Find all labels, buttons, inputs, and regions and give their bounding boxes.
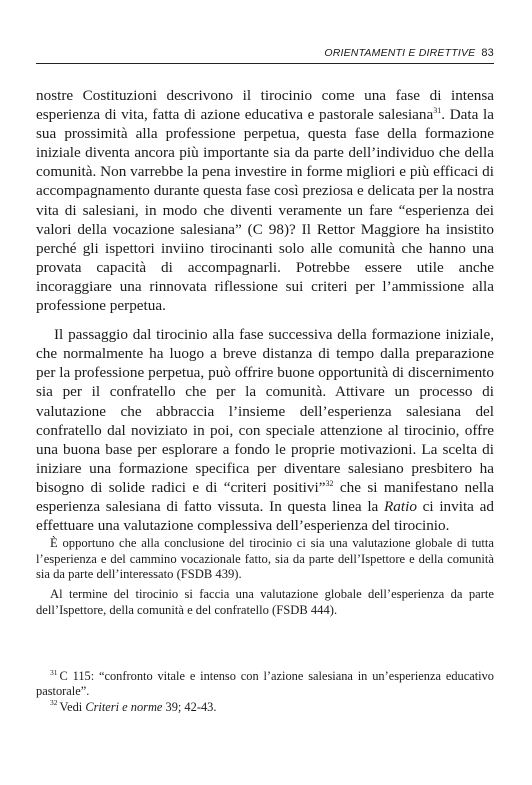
footnote-ref-32: 32 [325,478,334,488]
footnote-text-end: 39; 42-43. [162,699,217,714]
paragraph-2-text-end: ci invita ad effettuare una valutazione complessiva dell’esperienza del tirocinio. [36,497,494,535]
footnote-31 [36,669,494,700]
footnotes [36,669,494,715]
page-number: 83 [481,47,494,59]
footnote-ref-31: 31 [433,106,442,116]
ratio-italic: Ratio [384,497,417,515]
body-text [36,86,494,618]
footnote-text: Vedi [59,699,86,714]
footnote-number: 32 [50,698,58,708]
quote-2: Al termine del tirocinio si faccia una valutazione globale dell’esperienza da parte dell’Ispettore, della comunità e del confratello (FSDB 444). [36,587,494,617]
footnote-32 [36,700,494,715]
block-quote [36,536,494,618]
footnote-italic: Criteri e norme [85,699,163,714]
paragraph-2-text: Il passaggio dal tirocinio alla fase successiva della formazione iniziale, che normalmente ha luogo a breve distanza di tempo dalla preparazione per la professione perpetua, può offrire buone opportunità di discernimento sia per il confratello che per la comunità. Attivare un processo di valutazione che abbraccia l’insieme dell’esperienza salesiana del confratello dal noviziato in poi, con speciale attenzione al tirocinio, offre una buona base per esplorare a fondo le proprie motivazioni. La scelta di iniziare una formazione specifica per diventare salesiano presbitero ha bisogno di solide radici e di “criteri positivi” [36,326,494,496]
quote-1: È opportuno che alla conclusione del tirocinio ci sia una valutazione globale di tutta l’esperienza e del cammino vocazionale fatto, sia da parte dell’Ispettore e della comunità sia da parte dell’interessato (FSDB 439). [36,536,494,581]
paragraph-2-text-mid: che si manifestano nella esperienza salesiana di fatto vissuta. In questa linea la [36,478,495,515]
paragraph-1-text: nostre Costituzioni descrivono il tirocinio come una fase di intensa esperienza di vita, fatta di azione educativa e pastorale salesiana [36,87,494,124]
section-title: ORIENTAMENTI E DIRETTIVE [324,47,476,59]
footnote-number: 31 [50,667,58,677]
header-text [324,47,494,59]
running-header [36,47,494,64]
paragraph-1-text-cont: . Data la sua prossimità alla professione perpetua, questa fase della formazione iniziale diventa ancora più importante sia da parte dell’individuo che della comunità. Non varrebbe la pena investire in forme migliori e più efficaci di accompagnamento durante questa fase così preziosa e delicata per la nostra vita di salesiani, in modo che diventi veramente un fare “esperienza dei valori della vocazione salesiana” (C 98)? Il Rettor Maggiore ha insistito perché gli ispettori inviino tirocinanti solo alle comunità che hanno una provata capacità di accompagnarli. Potrebbe essere utile anche incoraggiare una rinnovata riflessione sui criteri per l’ammissione alla professione perpetua. [36,106,494,315]
paragraph-1 [36,86,494,315]
footnote-text: C 115: “confronto vitale e intenso con l’azione salesiana in un’esperienza educativo pastorale”. [36,669,494,699]
paragraph-2 [36,325,494,535]
